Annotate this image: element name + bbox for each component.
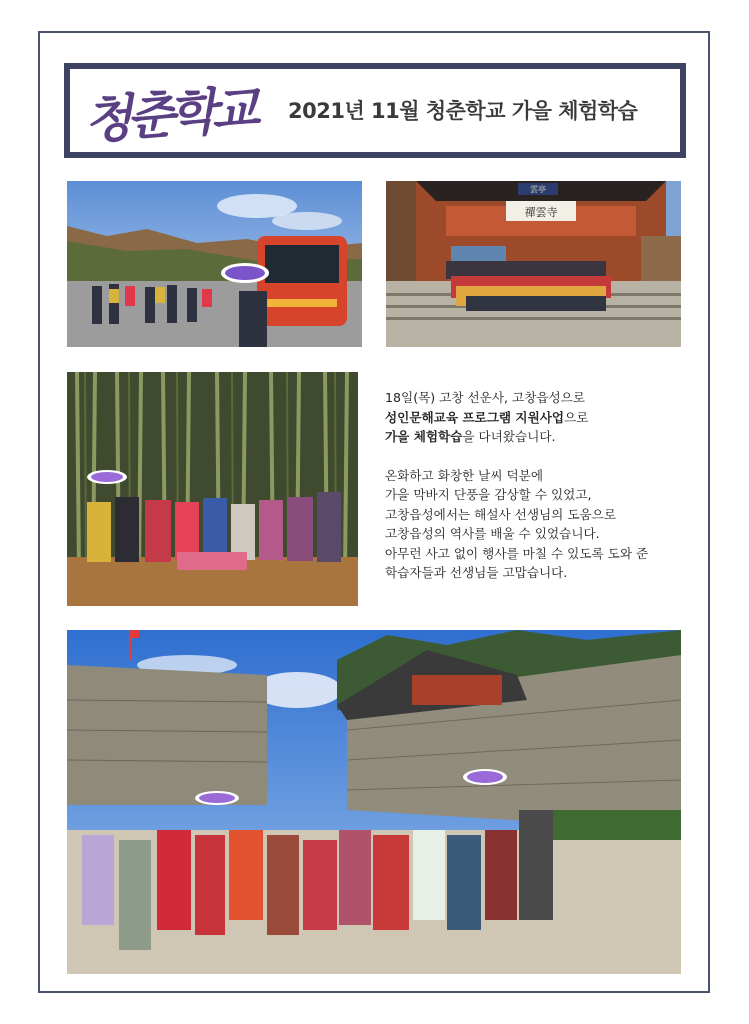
caption-line bbox=[385, 427, 685, 447]
caption-line: 고창읍성의 역사를 배울 수 있었습니다. bbox=[385, 526, 600, 541]
photo-fortress-group bbox=[67, 630, 681, 974]
caption-highlight: 성인문해교육 프로그램 지원사업 bbox=[385, 409, 565, 425]
caption-fragment: 을 다녀왔습니다. bbox=[462, 429, 556, 444]
caption-text bbox=[385, 388, 685, 583]
photo-temple bbox=[386, 181, 681, 347]
caption-line: 아무런 사고 없이 행사를 마칠 수 있도록 도와 준 bbox=[385, 545, 649, 561]
caption-line: 18일(목) 고창 선운사, 고창읍성으로 bbox=[385, 390, 586, 405]
header-banner bbox=[64, 63, 686, 158]
temple-sign: 禪雲寺 bbox=[524, 206, 558, 219]
caption-fragment: 으로 bbox=[564, 409, 589, 425]
photo-bus bbox=[67, 181, 362, 347]
caption-line: 학습자들과 선생님들 고맙습니다. bbox=[385, 565, 568, 580]
caption-highlight: 가을 체험학습 bbox=[385, 429, 463, 444]
brand-logo: 청춘학교 bbox=[82, 79, 256, 150]
temple-top-sign: 雲亭 bbox=[530, 185, 546, 194]
caption-line: 온화하고 화창한 날씨 덕분에 bbox=[385, 467, 543, 483]
caption-line: 고창읍성에서는 해설사 선생님의 도움으로 bbox=[385, 506, 616, 522]
caption-line: 가을 막바지 단풍을 감상할 수 있었고, bbox=[385, 487, 592, 502]
page-title: 2021년 11월 청춘학교 가을 체험학습 bbox=[288, 99, 638, 123]
caption-line bbox=[385, 408, 685, 428]
photo-bamboo-forest bbox=[67, 372, 358, 606]
